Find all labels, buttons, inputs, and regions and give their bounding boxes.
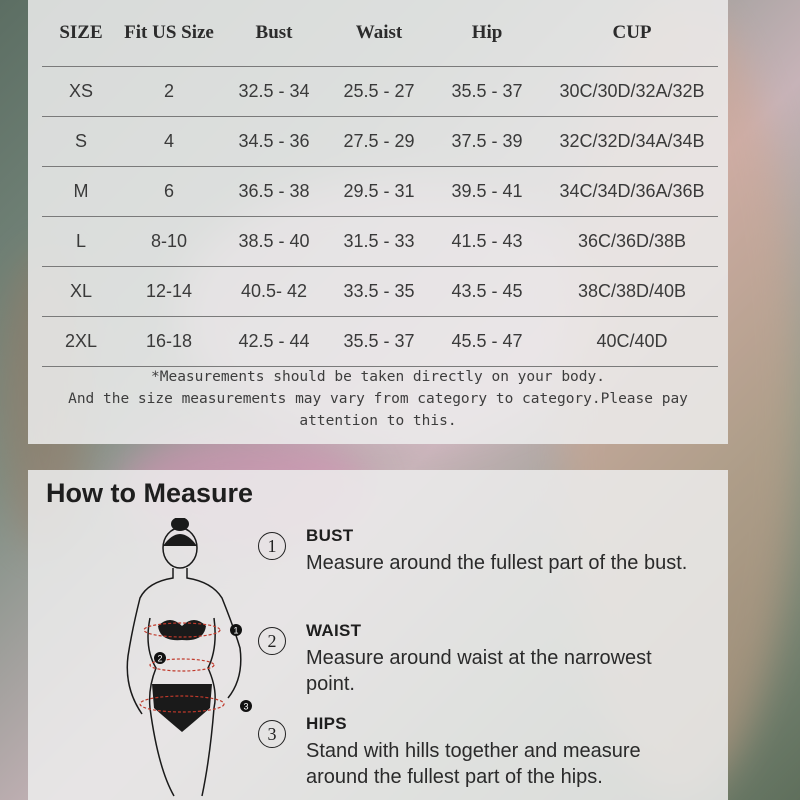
table-row <box>42 67 718 117</box>
figure-marker-1: 1 <box>233 625 239 636</box>
step-number-3: 3 <box>258 720 286 748</box>
step-description-waist: Measure around waist at the narrowest point. <box>306 647 652 695</box>
step-description-bust: Measure around the fullest part of the bust. <box>306 552 688 574</box>
column-header-cup: CUP <box>612 21 652 43</box>
table-row <box>42 317 718 367</box>
size-table <box>42 0 718 367</box>
column-header-waist: Waist <box>355 21 403 43</box>
cell-cup: 34C/34D/36A/36B <box>546 167 718 217</box>
step-description-hips: Stand with hills together and measure around the fullest part of the hips. <box>306 740 641 788</box>
cell-cup: 36C/36D/38B <box>546 217 718 267</box>
cell-hip: 37.5 - 39 <box>428 117 546 167</box>
cell-bust: 32.5 - 34 <box>218 67 330 117</box>
table-row <box>42 267 718 317</box>
category-variation-note: And the size measurements may vary from category to category.Please pay attention to this. <box>68 391 688 429</box>
column-header-fit-us-size: Fit US Size <box>124 21 214 43</box>
cell-fit-us: 2 <box>120 67 218 117</box>
table-row <box>42 117 718 167</box>
step-number-2: 2 <box>258 627 286 655</box>
body-figure-illustration <box>118 518 268 798</box>
step-label-waist: WAIST <box>306 621 362 640</box>
cell-hip: 35.5 - 37 <box>428 67 546 117</box>
cell-size: M <box>42 167 120 217</box>
cell-hip: 41.5 - 43 <box>428 217 546 267</box>
cell-size: 2XL <box>42 317 120 367</box>
cell-size: XL <box>42 267 120 317</box>
step-label-hips: HIPS <box>306 714 347 733</box>
cell-bust: 34.5 - 36 <box>218 117 330 167</box>
cell-hip: 43.5 - 45 <box>428 267 546 317</box>
cell-waist: 33.5 - 35 <box>330 267 428 317</box>
cell-waist: 29.5 - 31 <box>330 167 428 217</box>
section-title: How to Measure <box>46 478 254 508</box>
cell-hip: 39.5 - 41 <box>428 167 546 217</box>
cell-bust: 38.5 - 40 <box>218 217 330 267</box>
cell-waist: 31.5 - 33 <box>330 217 428 267</box>
cell-bust: 42.5 - 44 <box>218 317 330 367</box>
figure-marker-3: 3 <box>243 701 249 712</box>
cell-cup: 38C/38D/40B <box>546 267 718 317</box>
figure-marker-2: 2 <box>157 653 163 664</box>
column-header-bust: Bust <box>255 21 293 43</box>
cell-fit-us: 4 <box>120 117 218 167</box>
cell-waist: 27.5 - 29 <box>330 117 428 167</box>
cell-bust: 40.5- 42 <box>218 267 330 317</box>
table-row <box>42 217 718 267</box>
cell-size: L <box>42 217 120 267</box>
table-header-row <box>42 0 718 67</box>
cell-size: XS <box>42 67 120 117</box>
cell-fit-us: 8-10 <box>120 217 218 267</box>
step-label-bust: BUST <box>306 526 354 545</box>
size-chart-panel <box>28 0 728 444</box>
cell-cup: 30C/30D/32A/32B <box>546 67 718 117</box>
cell-waist: 35.5 - 37 <box>330 317 428 367</box>
cell-size: S <box>42 117 120 167</box>
measurement-note: *Measurements should be taken directly on your body. <box>151 369 605 385</box>
table-row <box>42 167 718 217</box>
cell-fit-us: 12-14 <box>120 267 218 317</box>
cell-hip: 45.5 - 47 <box>428 317 546 367</box>
cell-bust: 36.5 - 38 <box>218 167 330 217</box>
cell-fit-us: 16-18 <box>120 317 218 367</box>
cell-cup: 32C/32D/34A/34B <box>546 117 718 167</box>
column-header-size: SIZE <box>59 21 103 43</box>
cell-cup: 40C/40D <box>546 317 718 367</box>
cell-fit-us: 6 <box>120 167 218 217</box>
column-header-hip: Hip <box>471 21 503 43</box>
cell-waist: 25.5 - 27 <box>330 67 428 117</box>
step-number-1: 1 <box>258 532 286 560</box>
